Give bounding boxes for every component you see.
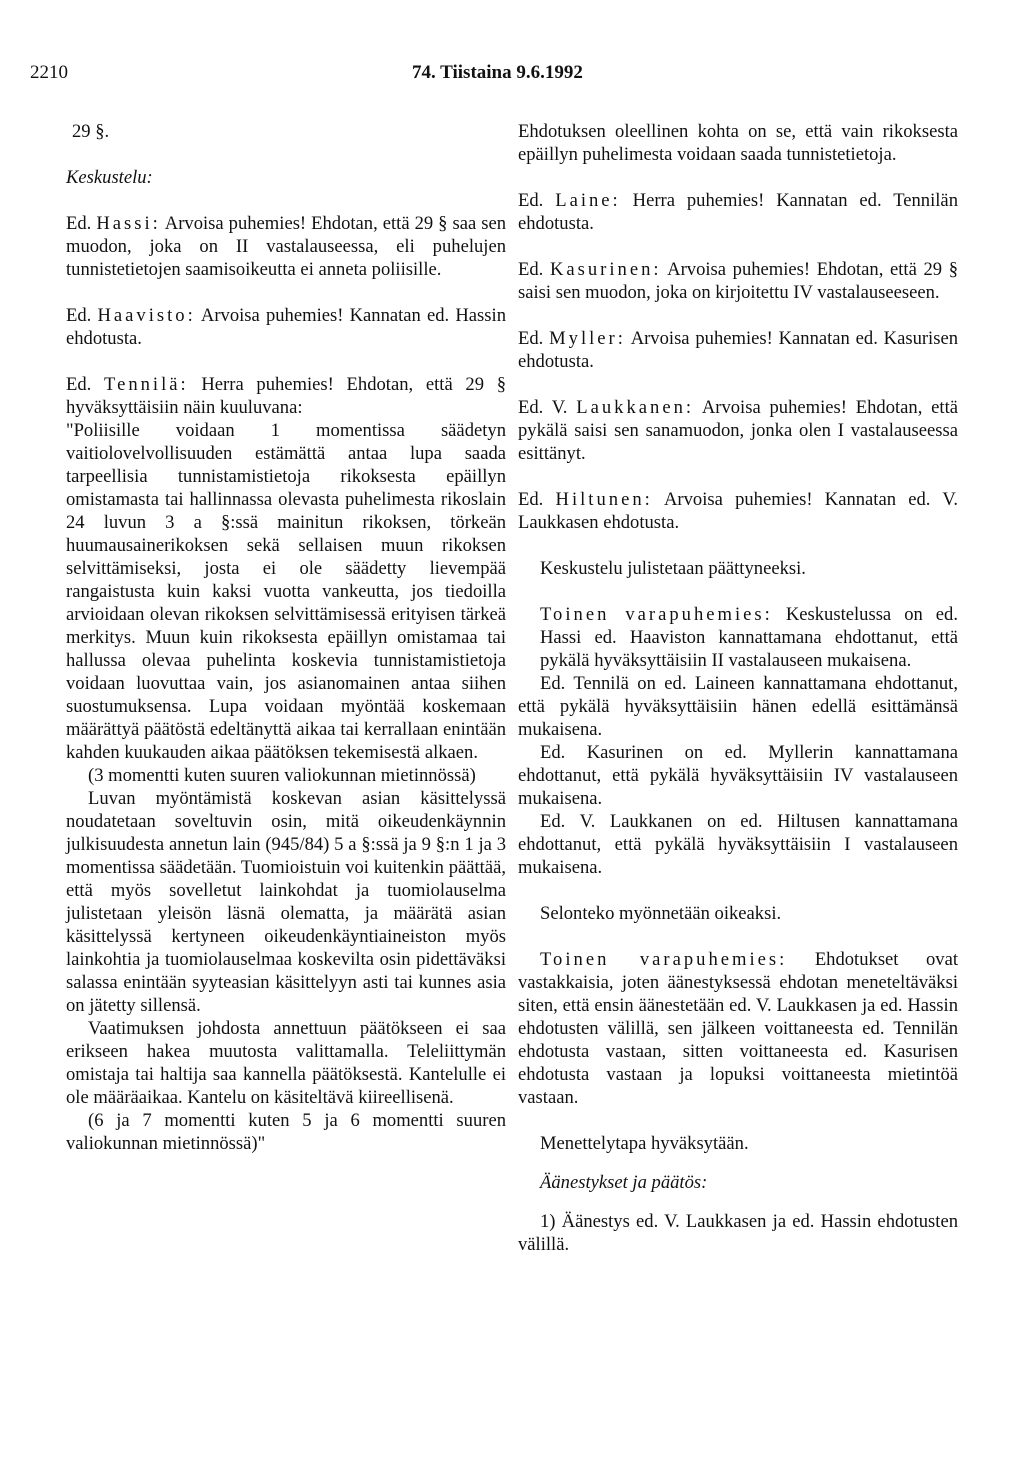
running-header: 74. Tiistaina 9.6.1992: [412, 62, 583, 83]
right-column: [518, 120, 958, 1256]
ed-prefix: Ed.: [66, 374, 92, 395]
speech-laine: [518, 189, 958, 235]
speaker-name: Laine:: [555, 190, 621, 211]
summary-tennila: Ed. Tennilä on ed. Laineen kannattamana ehdottanut, että pykälä hyväksyttäisiin hänen edellä esittämänsä mukaisena.: [518, 673, 958, 740]
discussion-heading: Keskustelu:: [66, 167, 153, 188]
speech-hiltunen: [518, 488, 958, 534]
speech-text: Arvoisa puhemies! Kannatan ed. V. Laukkasen ehdotusta.: [518, 489, 959, 533]
ed-prefix: Ed.: [518, 190, 544, 211]
chair-name: Toinen varapuhemies:: [540, 949, 788, 970]
ed-prefix: Ed.: [518, 489, 544, 510]
procedure-approved: Menettelytapa hyväksytään.: [540, 1133, 749, 1154]
speech-text: Herra puhemies! Ehdotan, että 29 § hyväksyttäisiin näin kuuluvana:: [66, 374, 506, 418]
speech-kasurinen: [518, 258, 958, 304]
proposal-summary: Ehdotuksen oleellinen kohta on se, että vain rikoksesta epäillyn puhelimesta voidaan saada tunnistetietoja.: [518, 121, 958, 165]
speaker-name: Hiltunen:: [555, 489, 653, 510]
page-number: 2210: [30, 62, 68, 83]
chair-name: Toinen varapuhemies:: [540, 604, 773, 625]
proposal-note-1: (3 momentti kuten suuren valiokunnan mietinnössä): [88, 765, 476, 786]
speaker-name: Kasurinen:: [549, 259, 662, 280]
proposal-paragraph-2: Luvan myöntämistä koskevan asian käsittelyssä noudatetaan soveltuvin osin, mitä oikeudenkäynnin julkisuudesta annetun lain (945/84) 5 a §:ssä ja 9 §:n 1 ja 3 momentissa säädetään. Tuomioistuin voi kuitenkin päättää, että myös sovelletut lainkohdat ja tuomiolauselma julistetaan yleisön läsnä olematta, ja määrätä asian käsittelyssä kertyneen oikeudenkäyntiaineiston myös lainkohtia ja tuomiolauselmaa koskevilta osin pidettäväksi salassa enintään syyteasian käsittelyyn asti tai kunnes asia on jätetty sillensä.: [66, 788, 506, 1016]
speech-hassi: [66, 212, 506, 281]
summary-laukkanen: Ed. V. Laukkanen on ed. Hiltusen kannattamana ehdottanut, että pykälä hyväksyttäisiin I vastalauseen mukaisena.: [518, 811, 958, 878]
speaker-name: Hassi:: [96, 213, 161, 234]
ed-prefix: Ed.: [66, 213, 92, 234]
speech-laukkanen: [518, 396, 958, 465]
proposal-paragraph-1: "Poliisille voidaan 1 momentissa säädetyn vaitiolovelvollisuuden estämättä antaa lupa saada tarpeellisia tunnistamistietoja rikoksesta epäillyn omistamasta tai hallinnassa olevasta puhelimesta rikoslain 24 luvun 3 a §:ssä mainitun rikoksen, törkeän huumausainerikoksen sekä sellaisen muun rikoksen selvittämiseksi, josta ei ole säädetty lievempää rangaistusta kuin kaksi vuotta vankeutta, jos tiedoilla arvioidaan olevan rikoksen selvittämisessä erityisen tärkeä merkitys. Muun kuin rikoksesta epäillyn omistamaa tai hallussa olevaa puhelinta koskevia tunnistamistietoja voidaan luovuttaa vain, jos asianomainen antaa siihen suostumuksensa. Lupa voidaan myöntää koskemaan määrättyä päätöstä edeltänyttä aikaa tai kerrallaan enintään kahden kuukauden aikaa päätöksen tekemisestä alkaen.: [66, 420, 506, 763]
speech-haavisto: [66, 304, 506, 350]
chair-summary: [540, 603, 958, 672]
ed-prefix: Ed. V.: [518, 397, 568, 418]
report-approved: Selonteko myönnetään oikeaksi.: [540, 903, 782, 924]
votes-heading: Äänestykset ja päätös:: [540, 1172, 708, 1193]
chair-text: Ehdotukset ovat vastakkaisia, joten äänestyksessä ehdotan meneteltäväksi siten, että ensin äänestetään ed. V. Laukkasen ja ed. Hassin ehdotusten välillä, sen jälkeen voittaneesta ed. Tennilän ehdotusta vastaan, sitten voittaneesta ed. Kasurisen ehdotusta vastaan ja lopuksi voittaneesta mietintöä vastaan.: [518, 949, 958, 1108]
discussion-closed: Keskustelu julistetaan päättyneeksi.: [540, 558, 806, 579]
ed-prefix: Ed.: [518, 259, 544, 280]
speech-text: Herra puhemies! Kannatan ed. Tennilän ehdotusta.: [518, 190, 958, 234]
section-number: 29 §.: [72, 121, 110, 142]
speaker-name: Laukkanen:: [576, 397, 695, 418]
left-column: [66, 120, 506, 1155]
vote-1: 1) Äänestys ed. V. Laukkasen ja ed. Hassin ehdotusten välillä.: [518, 1211, 958, 1255]
voting-procedure: [518, 948, 958, 1109]
speaker-name: Myller:: [549, 328, 626, 349]
chair-text: Keskustelussa on ed. Hassi ed. Haaviston kannattamana ehdottanut, että pykälä hyväksyttäisiin II vastalauseen mukaisena.: [540, 604, 958, 671]
speaker-name: Tennilä:: [104, 374, 189, 395]
proposal-note-2: (6 ja 7 momentti kuten 5 ja 6 momentti suuren valiokunnan mietinnössä)": [66, 1110, 506, 1154]
proposal-paragraph-3: Vaatimuksen johdosta annettuun päätökseen ei saa erikseen hakea muutosta valittamalla. Teleliittymän omistaja tai haltija saa kannella päätöksestä. Kantelulle ei ole määräaikaa. Kantelu on käsiteltävä kiireellisenä.: [66, 1018, 506, 1108]
speech-text: Arvoisa puhemies! Ehdotan, että 29 § saa sen muodon, joka on II vastalauseessa, eli puhelujen tunnistetietojen saamisoikeutta ei anneta poliisille.: [66, 213, 507, 280]
speech-myller: [518, 327, 958, 373]
speech-text: Arvoisa puhemies! Ehdotan, että pykälä saisi sen sanamuodon, jonka olen I vastalauseessa esittänyt.: [518, 397, 959, 464]
speech-text: Arvoisa puhemies! Kannatan ed. Kasurisen ehdotusta.: [518, 328, 959, 372]
summary-kasurinen: Ed. Kasurinen on ed. Myllerin kannattamana ehdottanut, että pykälä hyväksyttäisiin IV vastalauseen mukaisena.: [518, 742, 958, 809]
speech-text: Arvoisa puhemies! Ehdotan, että 29 § saisi sen muodon, joka on kirjoitettu IV vastalauseeseen.: [518, 259, 958, 303]
speech-text: Arvoisa puhemies! Kannatan ed. Hassin ehdotusta.: [66, 305, 506, 349]
speech-tennila: [66, 373, 506, 419]
speaker-name: Haavisto:: [97, 305, 196, 326]
ed-prefix: Ed.: [518, 328, 544, 349]
ed-prefix: Ed.: [66, 305, 92, 326]
